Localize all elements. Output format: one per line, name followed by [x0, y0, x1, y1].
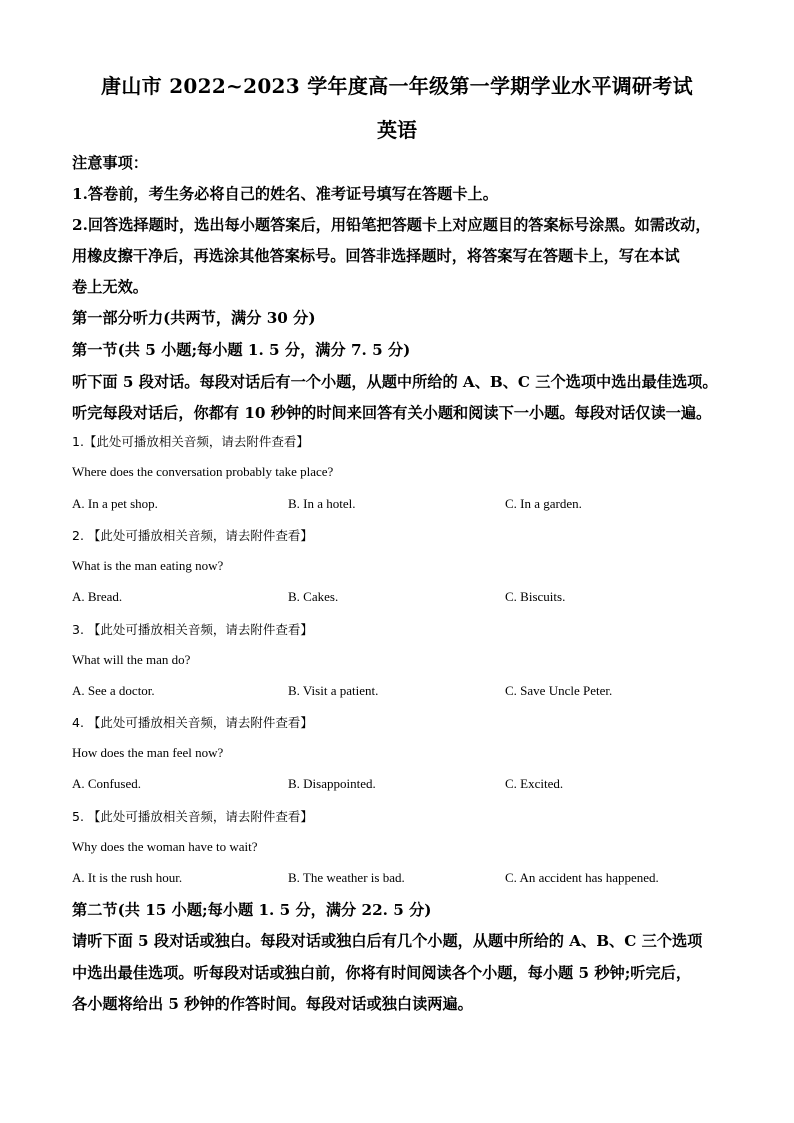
section1-heading: 第一节(共 5 小题;每小题 1. 5 分，满分 7. 5 分) [72, 341, 411, 359]
question-3-option-a: A. See a doctor. [72, 683, 155, 698]
notice-item-2-line-2: 用橡皮擦干净后，再选涂其他答案标号。回答非选择题时，将答案写在答题卡上，写在本试 [72, 247, 680, 265]
notice-item-2-line-1: 2.回答选择题时，选出每小题答案后，用铅笔把答题卡上对应题目的答案标号涂黑。如需改动， [72, 216, 711, 234]
question-5-stem: Why does the woman have to wait? [72, 839, 258, 854]
notice-item-1: 1.答卷前，考生务必将自己的姓名、准考证号填写在答题卡上。 [72, 185, 498, 203]
question-4-audio-line: 4. 【此处可播放相关音频，请去附件查看】 [72, 715, 313, 730]
question-1-option-b: B. In a hotel. [288, 496, 356, 511]
question-1-audio-line: 1.【此处可播放相关音频，请去附件查看】 [72, 434, 309, 449]
section2-instruction-line-3: 各小题将给出 5 秒钟的作答时间。每段对话或独白读两遍。 [72, 995, 473, 1013]
question-2-audio-line: 2. 【此处可播放相关音频，请去附件查看】 [72, 528, 313, 543]
part1-heading: 第一部分听力(共两节，满分 30 分) [72, 309, 316, 327]
question-3-stem: What will the man do? [72, 652, 191, 667]
notice-item-2-line-3: 卷上无效。 [72, 278, 148, 296]
question-3-option-b: B. Visit a patient. [288, 683, 379, 698]
question-4-stem: How does the man feel now? [72, 745, 224, 760]
question-5-option-b: B. The weather is bad. [288, 870, 405, 885]
question-1-option-a: A. In a pet shop. [72, 496, 158, 511]
question-3-option-c: C. Save Uncle Peter. [505, 683, 613, 698]
subject-title: 英语 [377, 118, 417, 142]
section2-instruction-line-1: 请听下面 5 段对话或独白。每段对话或独白后有几个小题，从题中所给的 A、B、C 三个选项 [72, 932, 703, 950]
question-1-stem: Where does the conversation probably take place? [72, 464, 334, 479]
question-2-option-b: B. Cakes. [288, 589, 339, 604]
question-5-option-c: C. An accident has happened. [505, 870, 659, 885]
exam-title: 唐山市 2022~2023 学年度高一年级第一学期学业水平调研考试 [101, 74, 693, 98]
question-5-option-a: A. It is the rush hour. [72, 870, 183, 885]
question-2-stem: What is the man eating now? [72, 558, 224, 573]
section1-instruction-line-1: 听下面 5 段对话。每段对话后有一个小题，从题中所给的 A、B、C 三个选项中选出最佳选项。 [72, 373, 718, 391]
question-2-option-c: C. Biscuits. [505, 589, 566, 604]
question-4-option-a: A. Confused. [72, 776, 141, 791]
notice-heading: 注意事项： [72, 154, 148, 172]
question-2-option-a: A. Bread. [72, 589, 123, 604]
section2-heading: 第二节(共 15 小题;每小题 1. 5 分，满分 22. 5 分) [72, 901, 432, 919]
question-4-option-c: C. Excited. [505, 776, 564, 791]
section2-instruction-line-2: 中选出最佳选项。听每段对话或独白前，你将有时间阅读各个小题，每小题 5 秒钟;听完后， [72, 964, 692, 982]
question-4-option-b: B. Disappointed. [288, 776, 376, 791]
question-1-option-c: C. In a garden. [505, 496, 582, 511]
section1-instruction-line-2: 听完每段对话后，你都有 10 秒钟的时间来回答有关小题和阅读下一小题。每段对话仅读一遍。 [72, 404, 712, 422]
question-5-audio-line: 5. 【此处可播放相关音频，请去附件查看】 [72, 809, 313, 824]
question-3-audio-line: 3. 【此处可播放相关音频，请去附件查看】 [72, 622, 313, 637]
